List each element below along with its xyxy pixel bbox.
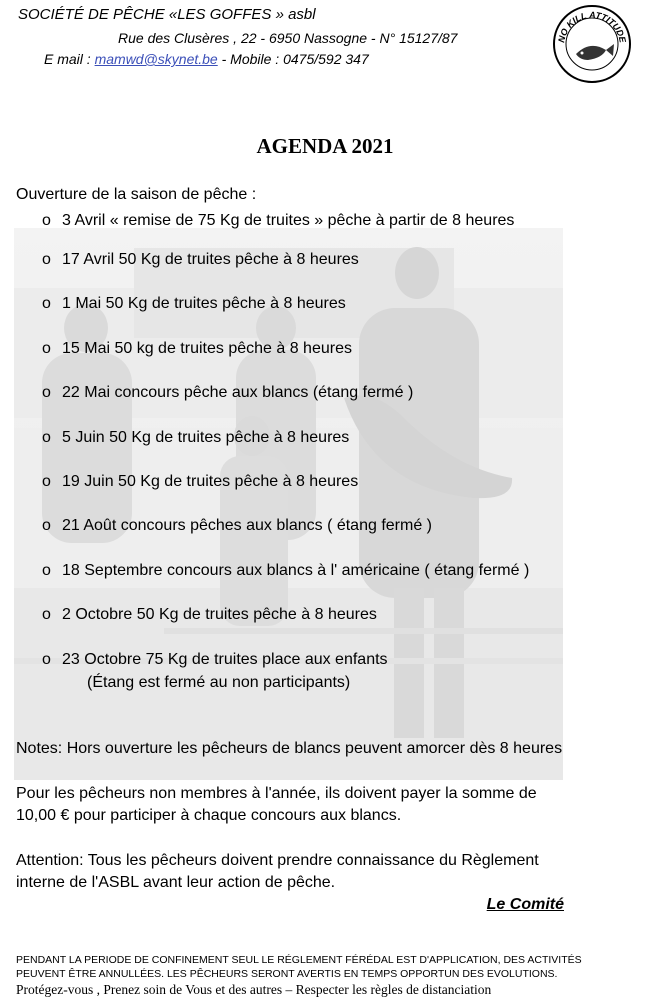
bullet: o — [42, 251, 51, 268]
footer-line-2: PEUVENT ÊTRE ANNULLÉES. LES PÊCHEURS SERONT AVERTIS EN TEMPS OPPORTUN DES EVOLUTIONS. — [16, 968, 558, 980]
bullet: o — [42, 562, 51, 579]
bullet: o — [42, 384, 51, 401]
list-item — [42, 606, 377, 624]
bullet: o — [42, 429, 51, 446]
society-name: SOCIÉTÉ DE PÊCHE «LES GOFFES » asbl — [18, 6, 316, 23]
list-item — [42, 295, 346, 313]
event-text: 18 Septembre concours aux blancs à l' américaine ( étang fermé ) — [62, 562, 530, 579]
event-text: 22 Mai concours pêche aux blancs (étang fermé ) — [62, 384, 414, 401]
list-item — [42, 340, 352, 358]
bullet: o — [42, 517, 51, 534]
signature: Le Comité — [486, 896, 564, 913]
event-text: 5 Juin 50 Kg de truites pêche à 8 heures — [62, 429, 350, 446]
list-item — [42, 473, 358, 491]
list-item — [42, 562, 529, 580]
list-item — [42, 517, 432, 535]
bullet: o — [42, 295, 51, 312]
event-text: 19 Juin 50 Kg de truites pêche à 8 heures — [62, 473, 359, 490]
event-text: 1 Mai 50 Kg de truites pêche à 8 heures — [62, 295, 346, 312]
mobile-number: - Mobile : 0475/592 347 — [217, 51, 369, 67]
event-note: (Étang est fermé au non participants) — [87, 674, 351, 691]
email-prefix: E mail : — [44, 51, 95, 67]
footer-line-1: PENDANT LA PERIODE DE CONFINEMENT SEUL LE RÉGLEMENT FÉRÉDAL EST D'APPLICATION, DES ACTIVITÉS — [16, 954, 582, 966]
fish-logo-icon — [552, 4, 632, 84]
event-text: 2 Octobre 50 Kg de truites pêche à 8 heures — [62, 606, 377, 623]
email-link[interactable]: mamwd@skynet.be — [94, 51, 218, 67]
season-intro: Ouverture de la saison de pêche : — [16, 186, 257, 203]
notes-line: Notes: Hors ouverture les pêcheurs de blancs peuvent amorcer dès 8 heures — [16, 740, 563, 757]
event-text: 21 Août concours pêches aux blancs ( étang fermé ) — [62, 517, 432, 534]
society-address: Rue des Clusères , 22 - 6950 Nassogne - N° 15127/87 — [118, 30, 458, 46]
list-item — [42, 212, 514, 230]
event-text: 17 Avril 50 Kg de truites pêche à 8 heures — [62, 251, 359, 268]
bullet: o — [42, 606, 51, 623]
list-item — [42, 384, 413, 402]
list-item — [42, 429, 349, 447]
attention-line-1: Attention: Tous les pêcheurs doivent prendre connaissance du Règlement — [16, 852, 539, 869]
bullet: o — [42, 651, 51, 668]
event-text: 3 Avril « remise de 75 Kg de truites » pêche à partir de 8 heures — [62, 212, 515, 229]
non-members-line-1: Pour les pêcheurs non membres à l'année, ils doivent payer la somme de — [16, 785, 537, 802]
event-text: 23 Octobre 75 Kg de truites place aux enfants — [62, 651, 388, 668]
non-members-line-2: 10,00 € pour participer à chaque concours aux blancs. — [16, 807, 402, 824]
event-text: 15 Mai 50 kg de truites pêche à 8 heures — [62, 340, 352, 357]
contact-line — [44, 51, 369, 67]
bullet: o — [42, 212, 51, 229]
attention-line-2: interne de l'ASBL avant leur action de pêche. — [16, 874, 336, 891]
footer-line-3: Protégez-vous , Prenez soin de Vous et des autres – Respecter les règles de distanciation — [16, 982, 492, 997]
page-title: AGENDA 2021 — [256, 134, 394, 158]
bullet: o — [42, 473, 51, 490]
list-item — [42, 651, 388, 669]
bullet: o — [42, 340, 51, 357]
logo-text: NO KILL ATTITUDE — [556, 9, 628, 44]
list-item — [42, 251, 359, 269]
